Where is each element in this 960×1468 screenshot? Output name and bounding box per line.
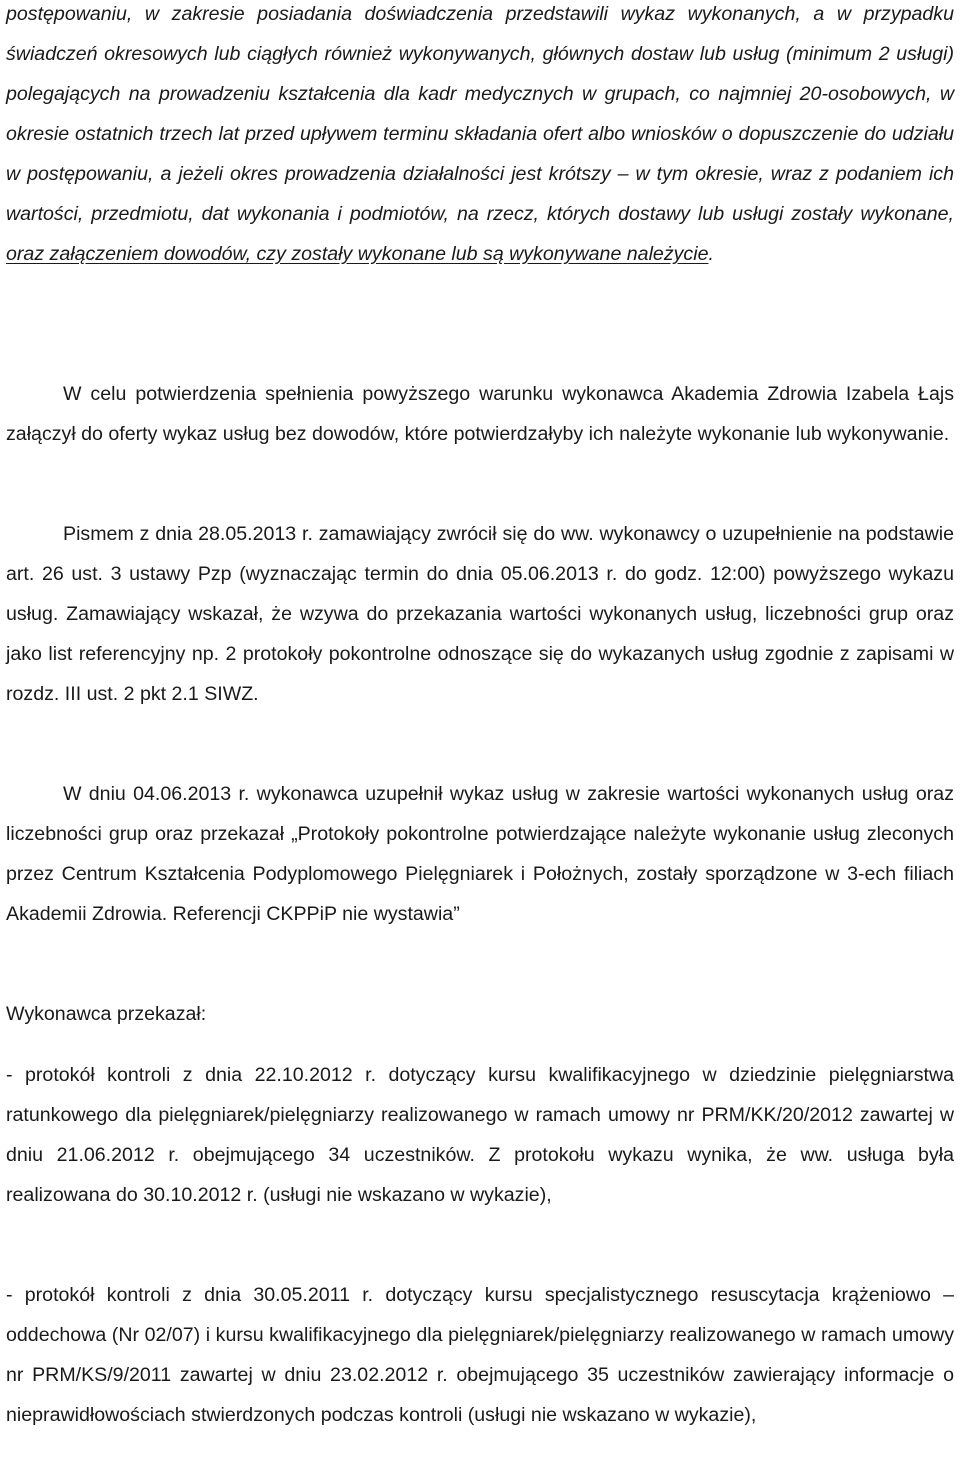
paragraph-conditions-text: postępowaniu, w zakresie posiadania doświadczenia przedstawili wykaz wykonanych, a w przypadku świadczeń okresowych lub ciągłych również wykonywanych, głównych dostaw lub usług (minimum 2 usługi) polegających na prowadzeniu kształcenia dla kadr medycznych w grupach, co najmniej 20-osobowych, w okresie ostatnich trzech lat przed upływem terminu składania ofert albo wniosków o dopuszczenie do udziału w postępowaniu, a jeżeli okres prowadzenia działalności jest krótszy – w tym okresie, wraz z podaniem ich wartości, przedmiotu, dat wykonania i podmiotów, na rzecz, których dostawy lub usługi zostały wykonane, bbox=[6, 3, 954, 225]
paragraph-conditions-underlined: oraz załączeniem dowodów, czy zostały wykonane lub są wykonywane należycie bbox=[6, 243, 709, 265]
paragraph-provided-heading bbox=[6, 994, 954, 1034]
list-item-protocol-2-text: - protokół kontroli z dnia 30.05.2011 r. dotyczący kursu specjalistycznego resuscytacja krążeniowo – oddechowa (Nr 02/07) i kursu kwalifikacyjnego dla pielęgniarek/pielęgniarzy realizowanego w ramach umowy nr PRM/KS/9/2011 zawartej w dniu 23.02.2012 r. obejmującego 35 uczestników zawierający informacje o nieprawidłowościach stwierdzonych podczas kontroli (usługi nie wskazano w wykazie), bbox=[6, 1284, 954, 1426]
list-item-protocol-1-text: - protokół kontroli z dnia 22.10.2012 r. dotyczący kursu kwalifikacyjnego w dziedzinie pielęgniarstwa ratunkowego dla pielęgniarek/pielęgniarzy realizowanego w ramach umowy nr PRM/KK/20/2012 zawartej w dniu 21.06.2012 r. obejmującego 34 uczestników. Z protokołu wykazu wynika, że ww. usługa była realizowana do 30.10.2012 r. (usługi nie wskazano w wykazie), bbox=[6, 1064, 954, 1206]
list-item-protocol-1 bbox=[6, 1055, 954, 1215]
paragraph-request bbox=[6, 514, 954, 714]
paragraph-provided-heading-text: Wykonawca przekazał: bbox=[6, 1003, 207, 1025]
paragraph-confirmation bbox=[6, 374, 954, 454]
paragraph-supplement bbox=[6, 774, 954, 934]
list-item-protocol-2 bbox=[6, 1275, 954, 1435]
paragraph-request-text: Pismem z dnia 28.05.2013 r. zamawiający zwrócił się do ww. wykonawcy o uzupełnienie na podstawie art. 26 ust. 3 ustawy Pzp (wyznaczając termin do dnia 05.06.2013 r. do godz. 12:00) powyższego wykazu usług. Zamawiający wskazał, że wzywa do przekazania wartości wykonanych usług, liczebności grup oraz jako list referencyjny np. 2 protokoły pokontrolne odnoszące się do wykazanych usług zgodnie z zapisami w rozdz. III ust. 2 pkt 2.1 SIWZ. bbox=[6, 523, 954, 705]
paragraph-conditions bbox=[6, 0, 954, 274]
paragraph-supplement-text: W dniu 04.06.2013 r. wykonawca uzupełnił wykaz usług w zakresie wartości wykonanych usług oraz liczebności grup oraz przekazał „Protokoły pokontrolne potwierdzające należyte wykonanie usług zleconych przez Centrum Kształcenia Podyplomowego Pielęgniarek i Położnych, zostały sporządzone w 3-ech filiach Akademii Zdrowia. Referencji CKPPiP nie wystawia” bbox=[6, 783, 954, 925]
paragraph-conditions-end: . bbox=[708, 243, 714, 265]
paragraph-confirmation-text: W celu potwierdzenia spełnienia powyższego warunku wykonawca Akademia Zdrowia Izabela Łajs załączył do oferty wykaz usług bez dowodów, które potwierdzałyby ich należyte wykonanie lub wykonywanie. bbox=[6, 383, 954, 445]
